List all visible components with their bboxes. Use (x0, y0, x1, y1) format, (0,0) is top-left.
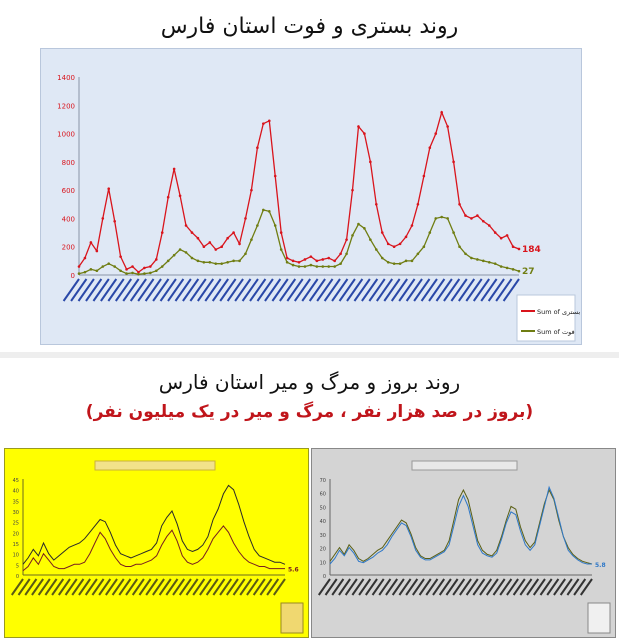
data-point (161, 265, 164, 268)
end-label: 5.6 (288, 566, 299, 574)
x-tick-label (86, 279, 101, 301)
x-tick-label (429, 279, 444, 301)
data-point (316, 260, 319, 263)
data-point (137, 273, 140, 276)
data-point (292, 264, 295, 267)
divider (0, 352, 619, 358)
data-point (214, 248, 217, 251)
data-point (417, 252, 420, 255)
data-point (90, 268, 93, 271)
x-tick-label (108, 279, 123, 301)
data-point (321, 265, 324, 268)
data-point (405, 260, 408, 263)
x-tick-label (496, 279, 511, 301)
data-point (268, 210, 271, 213)
y-tick-label: 10 (12, 552, 19, 559)
data-point (411, 224, 414, 227)
data-point (393, 262, 396, 265)
data-point (167, 196, 170, 199)
data-point (387, 243, 390, 246)
series-line-0 (79, 112, 519, 272)
x-tick-label (392, 279, 407, 301)
x-tick-label (369, 279, 384, 301)
data-point (292, 260, 295, 263)
data-point (256, 224, 259, 227)
data-point (209, 261, 212, 264)
x-tick-label (116, 279, 131, 301)
x-tick-label (317, 279, 332, 301)
data-point (131, 272, 134, 275)
chart-title-box (95, 461, 215, 470)
data-point (500, 265, 503, 268)
data-point (506, 234, 509, 237)
x-tick-label (451, 279, 466, 301)
data-point (96, 250, 99, 253)
x-tick-label (168, 279, 183, 301)
y-tick-label: 10 (319, 560, 326, 567)
data-point (185, 251, 188, 254)
x-tick-label (377, 279, 392, 301)
data-point (78, 272, 81, 275)
chart-mortality (312, 449, 615, 637)
data-point (220, 262, 223, 265)
y-tick-label: 200 (61, 243, 75, 252)
data-point (143, 267, 146, 270)
data-point (268, 120, 271, 123)
chart-hospitalization (41, 49, 581, 344)
data-point (327, 257, 330, 260)
legend-label: Sum of بستری (537, 308, 581, 316)
legend-label: Sum of فوت (537, 328, 575, 336)
data-point (333, 260, 336, 263)
x-tick-label (384, 279, 399, 301)
page-title: روند بستری و فوت استان فارس (160, 14, 459, 39)
data-point (161, 231, 164, 234)
data-point (113, 265, 116, 268)
data-point (298, 265, 301, 268)
y-tick-label: 40 (319, 519, 326, 526)
x-tick-label (310, 279, 325, 301)
data-point (482, 220, 485, 223)
data-point (369, 161, 372, 164)
data-point (274, 175, 277, 178)
data-point (381, 257, 384, 260)
data-point (143, 272, 146, 275)
data-point (90, 241, 93, 244)
data-point (232, 231, 235, 234)
data-point (518, 270, 521, 273)
x-tick-label (175, 279, 190, 301)
data-point (452, 231, 455, 234)
data-point (506, 267, 509, 270)
x-tick-label (220, 279, 235, 301)
y-tick-label: 60 (319, 491, 326, 498)
x-tick-label (444, 279, 459, 301)
x-tick-label (265, 279, 280, 301)
data-point (173, 254, 176, 257)
data-point (434, 132, 437, 135)
x-tick-label (325, 279, 340, 301)
x-tick-label (407, 279, 422, 301)
data-point (155, 258, 158, 261)
data-point (316, 265, 319, 268)
data-point (446, 125, 449, 128)
data-point (262, 122, 265, 125)
data-point (209, 241, 212, 244)
data-point (429, 231, 432, 234)
data-point (78, 265, 81, 268)
data-point (357, 125, 360, 128)
data-point (280, 248, 283, 251)
x-tick-label (93, 279, 108, 301)
chart-panel-mortality (311, 448, 616, 638)
x-tick-label (243, 279, 258, 301)
data-point (351, 189, 354, 192)
y-tick-label: 30 (319, 532, 326, 539)
x-tick-label (183, 279, 198, 301)
x-tick-label (399, 279, 414, 301)
data-point (125, 268, 128, 271)
x-tick-label (257, 279, 272, 301)
x-tick-label (459, 279, 474, 301)
data-point (411, 260, 414, 263)
data-point (399, 262, 402, 265)
y-tick-label: 0 (15, 574, 19, 580)
data-point (446, 217, 449, 220)
x-tick-label (228, 279, 243, 301)
data-point (250, 189, 253, 192)
data-point (476, 258, 479, 261)
data-point (238, 260, 241, 263)
data-point (393, 245, 396, 248)
end-label: 27 (522, 267, 535, 278)
x-tick-label (474, 279, 489, 301)
data-point (197, 237, 200, 240)
legend-box (281, 603, 303, 633)
series-line-1 (23, 526, 285, 571)
x-tick-label (161, 279, 176, 301)
y-tick-label: 40 (12, 488, 19, 495)
data-point (399, 243, 402, 246)
data-point (363, 132, 366, 135)
data-point (101, 265, 104, 268)
data-point (191, 257, 194, 260)
data-point (262, 209, 265, 212)
data-point (476, 214, 479, 217)
x-tick-label (347, 279, 362, 301)
data-point (256, 146, 259, 149)
x-tick-label (466, 279, 481, 301)
x-tick-label (123, 279, 138, 301)
section-title: روند بروز و مرگ و میر استان فارس (158, 370, 461, 394)
x-tick-label (340, 279, 355, 301)
data-point (167, 260, 170, 263)
y-tick-label: 50 (319, 505, 326, 512)
x-tick-label (489, 279, 504, 301)
data-point (339, 262, 342, 265)
y-tick-label: 25 (12, 520, 19, 527)
data-point (458, 245, 461, 248)
chart-incidence (5, 449, 308, 637)
y-tick-label: 5 (15, 563, 19, 570)
data-point (327, 265, 330, 268)
data-point (226, 237, 229, 240)
x-tick-label (354, 279, 369, 301)
x-tick-label (362, 279, 377, 301)
data-point (345, 252, 348, 255)
data-point (405, 236, 408, 239)
data-point (458, 203, 461, 206)
x-tick-label (295, 279, 310, 301)
data-point (107, 187, 110, 190)
data-point (113, 220, 116, 223)
data-point (512, 268, 515, 271)
data-point (310, 264, 313, 267)
data-point (280, 231, 283, 234)
x-tick-label (190, 279, 205, 301)
y-tick-label: 1400 (57, 74, 75, 82)
data-point (203, 261, 206, 264)
y-tick-label: 20 (319, 546, 326, 553)
data-point (351, 234, 354, 237)
data-point (304, 265, 307, 268)
data-point (310, 255, 313, 258)
data-point (369, 238, 372, 241)
data-point (333, 265, 336, 268)
data-point (238, 243, 241, 246)
y-tick-label: 600 (61, 187, 75, 196)
y-tick-label: 1000 (57, 130, 75, 139)
data-point (434, 217, 437, 220)
y-tick-label: 35 (12, 499, 19, 506)
x-tick-label (153, 279, 168, 301)
data-point (345, 238, 348, 241)
y-tick-label: 400 (61, 215, 75, 224)
data-point (298, 261, 301, 264)
data-point (214, 262, 217, 265)
x-tick-label (101, 279, 116, 301)
data-point (244, 217, 247, 220)
y-tick-label: 15 (12, 542, 19, 548)
x-tick-label (213, 279, 228, 301)
data-point (488, 261, 491, 264)
data-point (321, 258, 324, 261)
x-tick-label (131, 279, 146, 301)
data-point (149, 265, 152, 268)
data-point (500, 237, 503, 240)
data-point (417, 203, 420, 206)
data-point (470, 217, 473, 220)
data-point (155, 269, 158, 272)
data-point (357, 223, 360, 226)
data-point (512, 245, 515, 248)
data-point (84, 257, 87, 260)
x-tick-label (332, 279, 347, 301)
chart-title-box (412, 461, 517, 470)
data-point (423, 245, 426, 248)
data-point (494, 262, 497, 265)
y-tick-label: 0 (322, 574, 326, 580)
data-point (203, 245, 206, 248)
data-point (191, 231, 194, 234)
series-line-0 (23, 485, 285, 564)
y-tick-label: 1200 (57, 102, 75, 111)
y-tick-label: 800 (61, 158, 75, 167)
data-point (494, 231, 497, 234)
x-tick-label (198, 279, 213, 301)
data-point (440, 216, 443, 219)
data-point (452, 161, 455, 164)
y-tick-label: 20 (12, 531, 19, 538)
data-point (125, 272, 128, 275)
data-point (375, 203, 378, 206)
data-point (470, 257, 473, 260)
data-point (179, 195, 182, 198)
x-tick-label (414, 279, 429, 301)
x-tick-label (146, 279, 161, 301)
data-point (339, 252, 342, 255)
chart-panel-hospitalization (40, 48, 582, 345)
data-point (423, 175, 426, 178)
data-point (286, 261, 289, 264)
x-tick-label (280, 279, 295, 301)
data-point (464, 252, 467, 255)
x-tick-label (71, 279, 86, 301)
data-point (488, 224, 491, 227)
data-point (440, 111, 443, 114)
y-tick-label: 0 (70, 272, 75, 280)
data-point (107, 262, 110, 265)
section-subtitle: (بروز در صد هزار نفر ، مرگ و میر در یک میلیون نفر) (85, 402, 534, 422)
end-label: 5.8 (595, 562, 606, 570)
x-tick-label (302, 279, 317, 301)
data-point (179, 248, 182, 251)
series-line-1 (330, 487, 592, 564)
data-point (464, 214, 467, 217)
data-point (119, 269, 122, 272)
data-point (96, 269, 99, 272)
data-point (244, 252, 247, 255)
x-tick-label (250, 279, 265, 301)
end-label: 184 (522, 244, 541, 255)
data-point (185, 224, 188, 227)
data-point (304, 258, 307, 261)
x-tick-label (272, 279, 287, 301)
y-tick-label: 45 (12, 478, 19, 484)
x-tick-label (138, 279, 153, 301)
data-point (119, 255, 122, 258)
series-line-1 (79, 210, 519, 274)
data-point (518, 248, 521, 251)
x-tick-label (235, 279, 250, 301)
x-tick-label (205, 279, 220, 301)
chart-panel-incidence (4, 448, 309, 638)
data-point (232, 260, 235, 263)
data-point (381, 231, 384, 234)
data-point (375, 248, 378, 251)
legend-box (588, 603, 610, 633)
x-tick-label (287, 279, 302, 301)
data-point (101, 217, 104, 220)
x-tick-label (79, 279, 94, 301)
data-point (226, 261, 229, 264)
data-point (173, 168, 176, 171)
x-tick-label (64, 279, 79, 301)
data-point (274, 224, 277, 227)
data-point (149, 272, 152, 275)
y-tick-label: 30 (12, 510, 19, 516)
x-tick-label (422, 279, 437, 301)
data-point (220, 245, 223, 248)
data-point (84, 271, 87, 274)
y-tick-label: 70 (319, 478, 326, 484)
data-point (197, 260, 200, 263)
data-point (131, 265, 134, 268)
data-point (387, 261, 390, 264)
x-tick-label (481, 279, 496, 301)
data-point (363, 227, 366, 230)
x-tick-label (436, 279, 451, 301)
data-point (250, 238, 253, 241)
data-point (482, 260, 485, 263)
data-point (429, 146, 432, 149)
